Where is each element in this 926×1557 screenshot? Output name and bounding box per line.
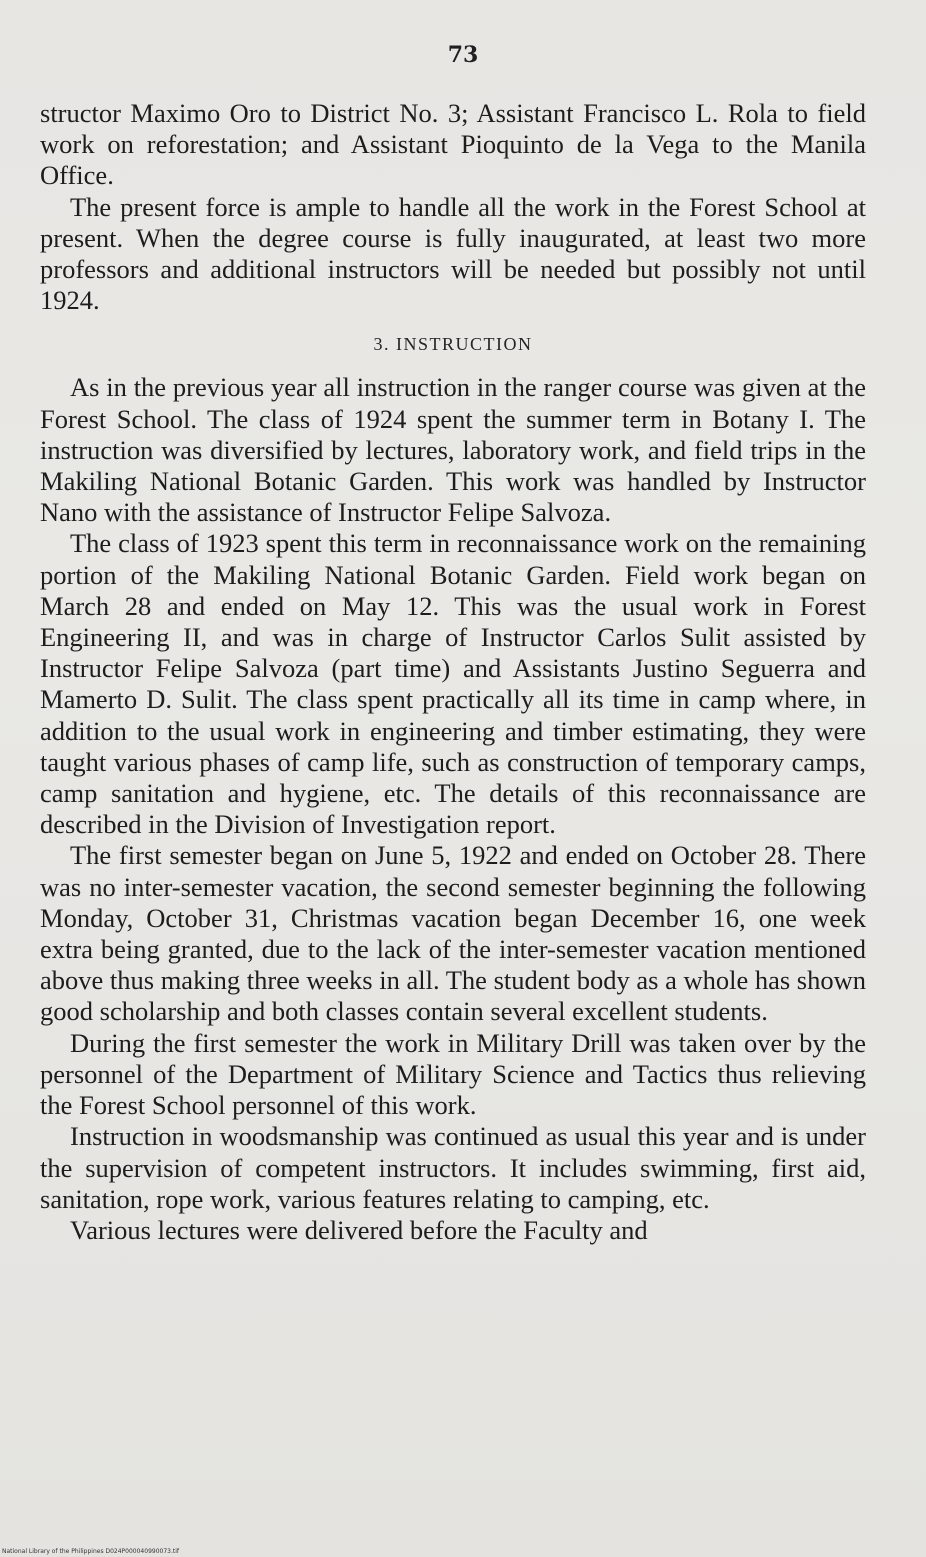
body-text <box>40 98 866 1246</box>
paragraph: The present force is ample to handle all the work in the Forest School at present. When the degree course is fully inaugurated, at least two more professors and additional instructors will be needed but possibly not until 1924. <box>40 191 866 316</box>
paragraph: The first semester began on June 5, 1922 and ended on October 28. There was no inter-semester vacation, the second semester beginning the following Monday, October 31, Christmas vacation began December 16, one week extra being granted, due to the lack of the inter-semester vacation mentioned above thus making three weeks in all. The student body as a whole has shown good scholarship and both classes contain several excellent students. <box>40 840 866 1027</box>
page-number: 73 <box>447 42 479 68</box>
section-heading: 3. INSTRUCTION <box>373 334 533 355</box>
paragraph-continued: structor Maximo Oro to District No. 3; Assistant Francisco L. Rola to field work on reforestation; and Assistant Pioquinto de la Vega to the Manila Office. <box>40 98 866 191</box>
paragraph: During the first semester the work in Military Drill was taken over by the personnel of the Department of Military Science and Tactics thus relieving the Forest School personnel of this work. <box>40 1027 866 1121</box>
paragraph-truncated: Various lectures were delivered before the Faculty and <box>70 1214 648 1245</box>
paragraph: As in the previous year all instruction in the ranger course was given at the Forest School. The class of 1924 spent the summer term in Botany I. The instruction was diversified by lectures, laboratory work, and field trips in the Makiling National Botanic Garden. This work was handled by Instructor Nano with the assistance of Instructor Felipe Salvoza. <box>40 372 866 528</box>
paragraph: The class of 1923 spent this term in reconnaissance work on the remaining portion of the Makiling National Botanic Garden. Field work began on March 28 and ended on May 12. This was the usual work in Forest Engineering II, and was in charge of Instructor Carlos Sulit assisted by Instructor Felipe Salvoza (part time) and Assistants Justino Seguerra and Mamerto D. Sulit. The class spent practically all its time in camp where, in addition to the usual work in engineering and timber estimating, they were taught various phases of camp life, such as construction of temporary camps, camp sanitation and hygiene, etc. The details of this reconnaissance are described in the Division of Investigation report. <box>40 528 866 840</box>
paragraph: Instruction in woodsmanship was continued as usual this year and is under the supervision of competent instructors. It includes swimming, first aid, sanitation, rope work, various features relating to camping, etc. <box>40 1121 866 1214</box>
scan-footer-label: National Library of the Philippines D024P000040990073.tif <box>2 1548 180 1555</box>
